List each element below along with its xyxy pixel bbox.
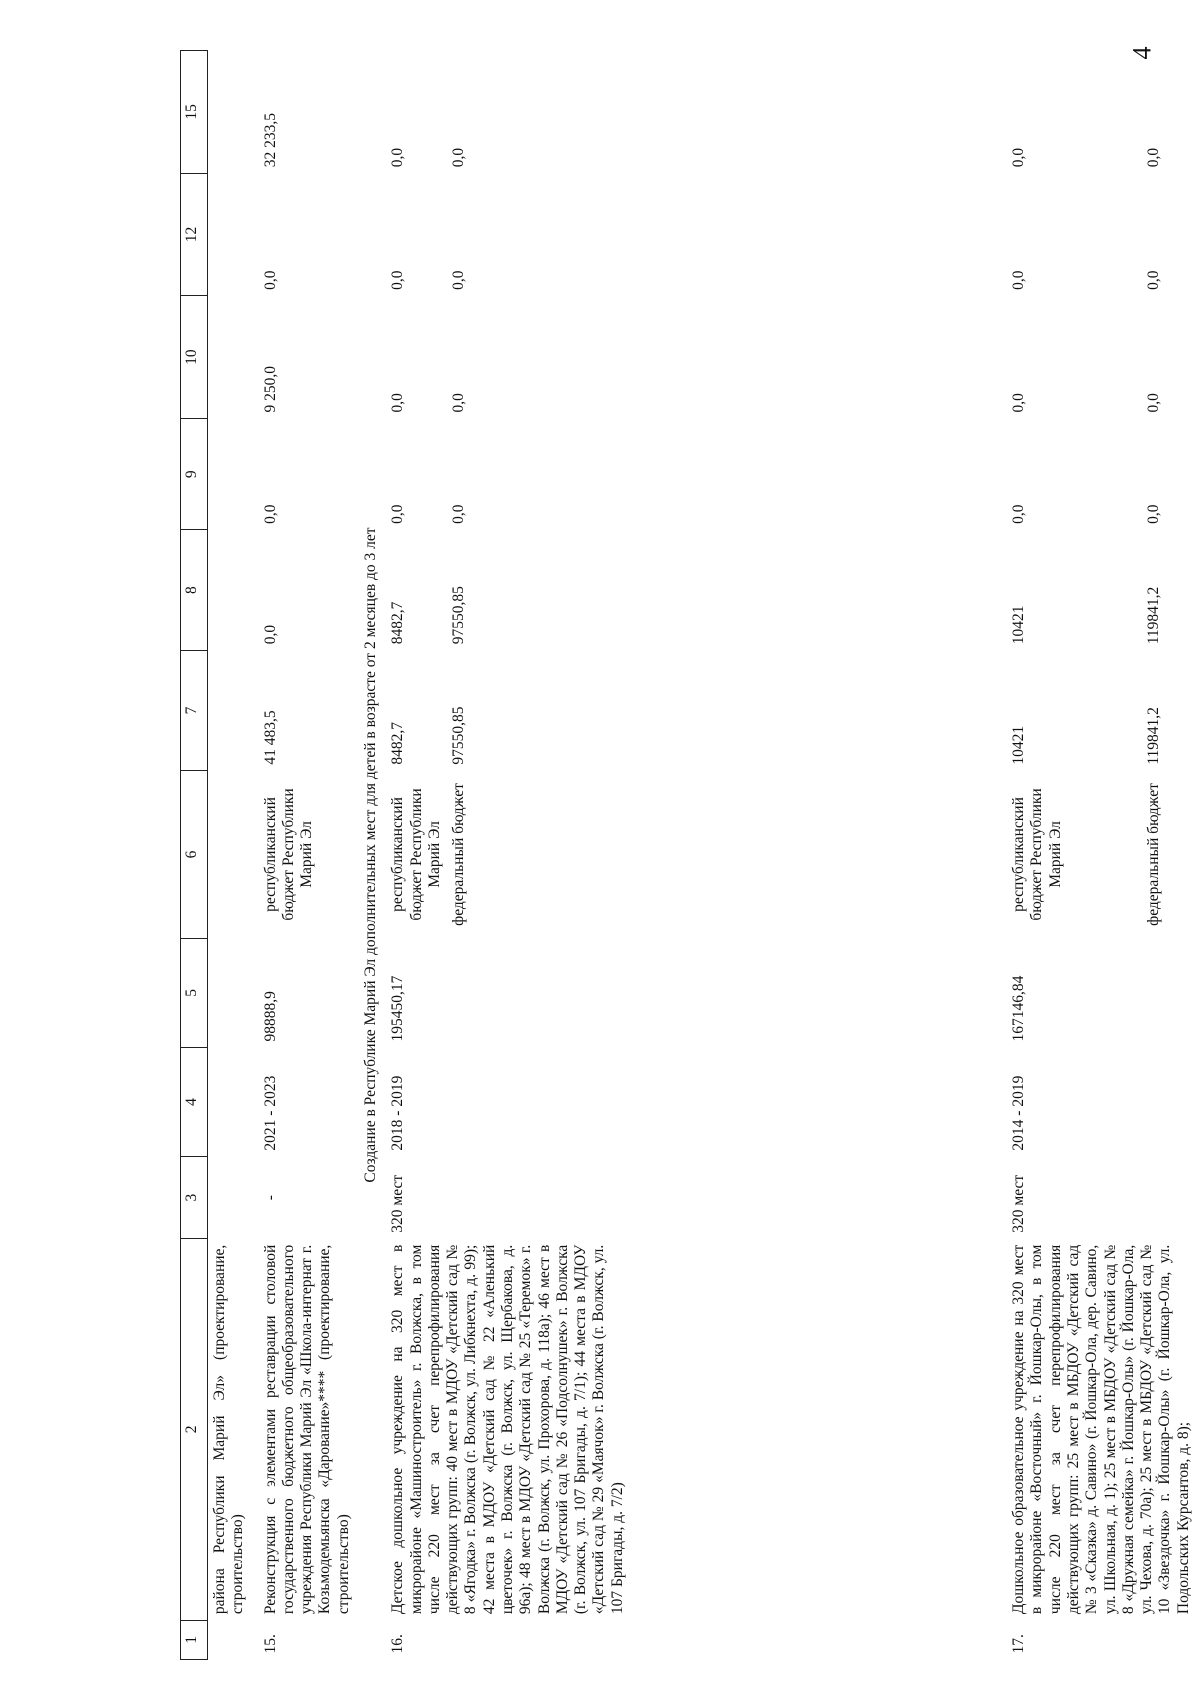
- carryover-row: [208, 51, 251, 1660]
- cell-col12: 0,0: [450, 270, 468, 290]
- col-header-1: 1: [181, 1620, 208, 1659]
- cell-col9: 0,0: [389, 504, 407, 524]
- col-header-12: 12: [181, 173, 208, 296]
- table-row-17: [1007, 51, 1142, 1660]
- cell-funding-source: федеральный бюджет: [450, 783, 468, 926]
- section-heading-row: [356, 51, 386, 1660]
- cell-cost: 167146,84: [1010, 975, 1028, 1042]
- cell-col10: 0,0: [1145, 393, 1163, 413]
- cell-col8: 97550,85: [450, 586, 468, 645]
- cell-funding-source: республиканский бюджет Республики Марий Эл: [1010, 788, 1064, 921]
- col-header-4: 4: [181, 1047, 208, 1156]
- cell-col12: 0,0: [261, 270, 279, 290]
- cell-col10: 9 250,0: [261, 365, 279, 413]
- row-number: 17.: [1010, 1634, 1028, 1654]
- cell-col12: 0,0: [389, 270, 407, 290]
- col-header-5: 5: [181, 938, 208, 1047]
- funding-table: [180, 50, 1196, 1660]
- col-header-7: 7: [181, 650, 208, 770]
- cell-funding-source: республиканский бюджет Республики Марий Эл: [261, 788, 316, 921]
- col-header-2: 2: [181, 1239, 208, 1620]
- cell-period: 2021 - 2023: [261, 1075, 279, 1151]
- cell-col7: 8482,7: [389, 722, 407, 765]
- col-header-10: 10: [181, 296, 208, 419]
- table-row-15: [259, 51, 356, 1660]
- cell-col9: 0,0: [1010, 504, 1028, 524]
- table-row-16: [386, 51, 447, 1660]
- cell-col15: 0,0: [1145, 147, 1163, 168]
- cell-cost: 195450,17: [389, 975, 407, 1042]
- cell-col7: 119841,2: [1145, 707, 1163, 765]
- col-header-15: 15: [181, 51, 208, 174]
- cell-col12: 0,0: [1145, 270, 1163, 290]
- cell-col8: 119841,2: [1145, 586, 1163, 645]
- cell-col8: 0,0: [261, 624, 279, 645]
- cell-col7: 97550,85: [450, 706, 468, 765]
- col-header-8: 8: [181, 530, 208, 650]
- page-number: 4: [1127, 46, 1157, 60]
- cell-funding-source: республиканский бюджет Республики Марий Эл: [389, 788, 443, 921]
- cell-col15: 32 233,5: [261, 112, 279, 168]
- cell-period: 2014 - 2019: [1010, 1075, 1028, 1151]
- row-description: Реконструкция с элементами реставрации столовой государственного бюджетного общеобразовательного учреждения Республики Марий Эл «Школа-интернат г. Козьмодемьянска «Дарование»**** (проектирование, строительство): [261, 1244, 352, 1615]
- cell-col9: 0,0: [1145, 504, 1163, 524]
- col-header-9: 9: [181, 418, 208, 529]
- cell-col9: 0,0: [450, 504, 468, 524]
- cell-col15: 0,0: [450, 147, 468, 168]
- cell-cost: 98888,9: [261, 991, 279, 1042]
- section-title: Создание в Республике Марий Эл дополнительных мест для детей в возрасте от 2 месяцев до 3 лет: [361, 527, 379, 1183]
- cell-capacity: -: [261, 1195, 279, 1201]
- cell-col15: 0,0: [1010, 147, 1028, 168]
- col-header-6: 6: [181, 771, 208, 939]
- col-header-3: 3: [181, 1157, 208, 1239]
- cell-col8: 10421: [1010, 605, 1028, 645]
- header-row: [181, 51, 208, 1660]
- rotated-table-sheet: [180, 50, 1192, 1660]
- cell-col7: 10421: [1010, 725, 1028, 765]
- cell-col8: 8482,7: [389, 601, 407, 645]
- cell-capacity: 320 мест: [1010, 1174, 1028, 1233]
- cell-period: 2018 - 2019: [389, 1075, 407, 1151]
- cell-col9: 0,0: [261, 504, 279, 524]
- cell-funding-source: федеральный бюджет: [1145, 783, 1163, 926]
- row-number: 15.: [261, 1634, 279, 1654]
- cell-col7: 41 483,5: [261, 710, 279, 765]
- cell-col10: 0,0: [1010, 393, 1028, 413]
- cell-col10: 0,0: [389, 393, 407, 413]
- carryover-text: района Республики Марий Эл» (проектирование, строительство): [211, 1244, 247, 1615]
- cell-capacity: 320 мест: [389, 1174, 407, 1233]
- row-description: Детское дошкольное учреждение на 320 мест в микрорайоне «Машиностроитель» г. Волжска, в том числе 220 мест за счет перепрофилирования действующих групп: 40 мест в МДОУ «Детский сад № 8 «Ягодка» г. Волжска (г. Волжск, ул. Либкнехта, д. 99); 42 места в МДОУ «Детский сад № 22 «Аленький цветочек» г. Волжска (г. Волжск, ул. Щербакова, д. 96а); 48 мест в МДОУ «Детский сад № 25 «Теремок» г. Волжска (г. Волжск, ул. Прохорова, д. 118а); 46 мест в МДОУ «Детский сад № 26 «Подсолнушек» г. Волжска (г. Волжск, ул. 107 Бригады, д. 7/1); 44 места в МДОУ «Детский сад № 29 «Маячок» г. Волжска (г. Волжск, ул. 107 Бригады, д. 7/2): [389, 1244, 626, 1615]
- cell-col12: 0,0: [1010, 270, 1028, 290]
- row-number: 16.: [389, 1634, 407, 1654]
- row-description: Дошкольное образовательное учреждение на 320 мест в микрорайоне «Восточный» г. Йошкар-Олы, в том числе 220 мест за счет перепрофилирования действующих групп: 25 мест в МБДОУ «Детский сад № 3 «Сказка» д. Савино» (г. Йошкар-Ола, дер. Савино, ул. Школьная, д. 1); 25 мест в МБДОУ «Детский сад № 8 «Дружная семейка» г. Йошкар-Олы» (г. Йошкар-Ола, ул. Чехова, д. 70а); 25 мест в МБДОУ «Детский сад № 10 «Звездочка» г. Йошкар-Олы» (г. Йошкар-Ола, ул. Подольских Курсантов, д. 8);: [1010, 1244, 1192, 1615]
- cell-col10: 0,0: [450, 393, 468, 413]
- cell-col15: 0,0: [389, 147, 407, 168]
